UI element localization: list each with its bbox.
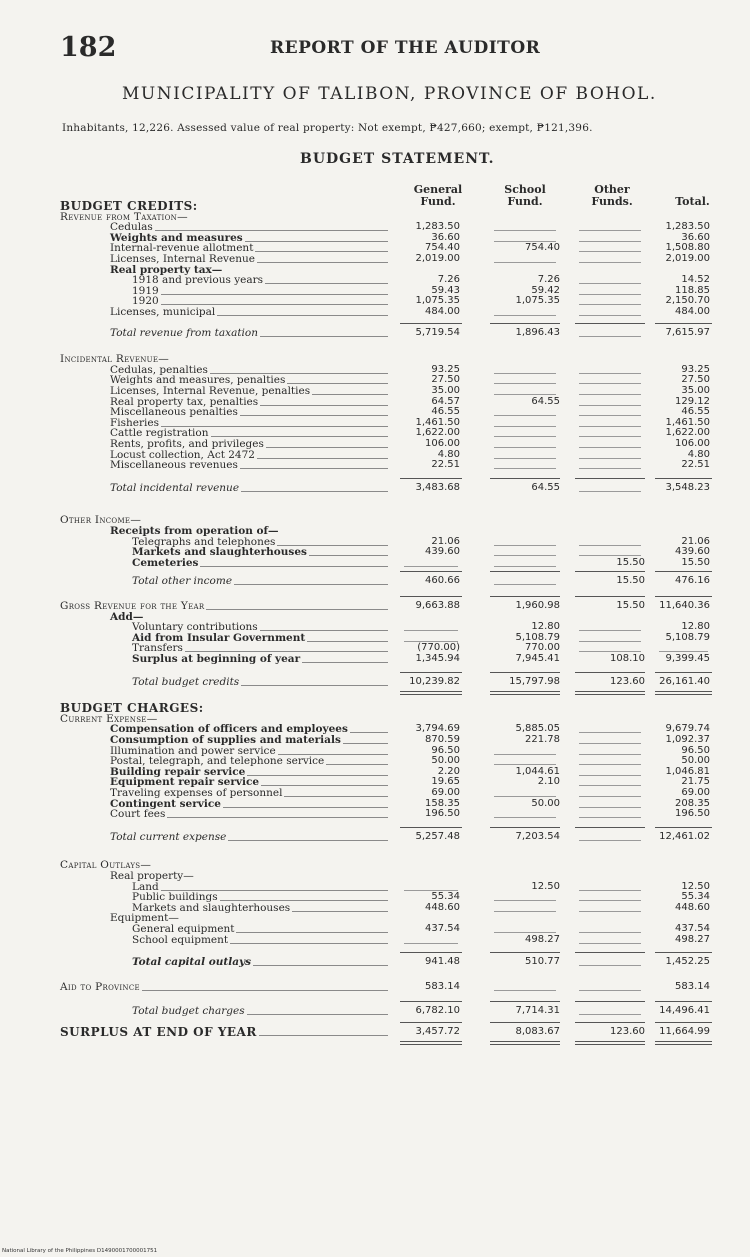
amount-cell: 4.80 [437, 448, 460, 460]
row-label: Miscellaneous penalties [110, 406, 238, 419]
total-rule [400, 323, 462, 324]
amount-cell: 4.80 [687, 448, 710, 460]
municipality-title: MUNICIPALITY OF TALIBON, PROVINCE OF BOHOL. [122, 84, 657, 104]
amount-cell: 510.77 [525, 956, 560, 968]
table-row [0, 575, 750, 587]
amount-cell: 1,461.50 [665, 416, 710, 428]
amount-cell: 15.50 [616, 556, 645, 568]
empty-cell-line [579, 491, 641, 492]
row-label: Receipts from operation of— [110, 525, 279, 537]
row-label: Real property tax, penalties [110, 395, 259, 408]
amount-cell: 3,794.69 [415, 723, 460, 735]
amount-cell: 5,108.79 [665, 631, 710, 643]
amount-cell: 9,679.74 [665, 723, 710, 735]
total-rule [655, 827, 712, 828]
empty-cell-line [404, 943, 458, 944]
row-label: Total capital outlays [132, 956, 252, 969]
amount-cell: 12.80 [681, 621, 710, 633]
row-label: Fisheries [110, 416, 159, 429]
amount-cell: 484.00 [675, 306, 710, 317]
empty-cell-line [404, 566, 458, 567]
amount-cell: 12.80 [531, 621, 560, 633]
total-rule [400, 1001, 462, 1002]
amount-cell: 7,203.54 [515, 830, 560, 842]
row-label: Voluntary contributions [132, 621, 258, 634]
total-rule [655, 571, 712, 572]
amount-cell: 12.50 [681, 880, 710, 892]
amount-cell: 2,150.70 [665, 295, 710, 307]
amount-cell: 7,615.97 [665, 326, 710, 338]
row-label: Surplus at beginning of year [132, 653, 301, 665]
row-label: Total other income [132, 575, 233, 588]
leader-line [253, 965, 388, 966]
row-label: Total revenue from taxation [110, 326, 258, 339]
empty-cell-line [579, 990, 641, 991]
leader-line [228, 840, 388, 841]
table-row [0, 934, 750, 946]
total-rule [490, 1022, 560, 1023]
row-label: Contingent service [110, 797, 221, 810]
total-rule [400, 478, 462, 479]
double-rule [575, 691, 645, 695]
amount-cell: 50.00 [531, 797, 560, 809]
amount-cell: 1,508.80 [665, 242, 710, 254]
amount-cell: 870.59 [425, 734, 460, 745]
amount-cell: 36.60 [681, 231, 710, 243]
row-label: Transfers [132, 642, 183, 655]
amount-cell: 1,283.50 [415, 221, 460, 233]
leader-line [302, 662, 388, 663]
leader-line [142, 990, 388, 991]
empty-cell-line [494, 817, 556, 818]
row-label: Public buildings [132, 891, 218, 904]
col-head-other-funds: Other Funds. [591, 183, 633, 208]
amount-cell: 7.26 [437, 274, 460, 286]
empty-cell-line [494, 468, 556, 469]
row-label: Markets and slaughterhouses [132, 901, 291, 914]
amount-cell: 3,457.72 [415, 1026, 460, 1037]
amount-cell: 36.60 [431, 231, 460, 243]
amount-cell: 55.34 [681, 891, 710, 903]
amount-cell: 754.40 [425, 242, 460, 254]
running-head: REPORT OF THE AUDITOR [270, 38, 541, 58]
total-rule [575, 1001, 645, 1002]
row-label: 1919 [132, 284, 159, 297]
row-label: Equipment— [110, 912, 179, 925]
amount-cell: 7,945.41 [515, 653, 560, 664]
row-label: Licenses, Internal Revenue [110, 253, 255, 265]
amount-cell: 583.14 [425, 980, 460, 992]
row-label: Cedulas [110, 221, 153, 234]
col-head-total: Total. [675, 195, 710, 208]
amount-cell: 1,283.50 [665, 221, 710, 233]
empty-cell-line [579, 943, 641, 944]
amount-cell: 69.00 [431, 787, 460, 798]
amount-cell: 221.78 [525, 734, 560, 745]
double-rule [400, 691, 462, 695]
amount-cell: 158.35 [425, 797, 460, 809]
amount-cell: 498.27 [525, 933, 560, 945]
amount-cell: 50.00 [431, 755, 460, 767]
amount-cell: 93.25 [681, 363, 710, 375]
double-rule [490, 1041, 560, 1045]
amount-cell: 55.34 [431, 891, 460, 903]
amount-cell: 437.54 [425, 923, 460, 934]
amount-cell: 21.06 [681, 535, 710, 547]
total-rule [490, 478, 560, 479]
row-label: General equipment [132, 923, 235, 935]
total-rule [400, 672, 462, 673]
row-label: 1920 [132, 295, 159, 308]
amount-cell: 9,663.88 [415, 600, 460, 611]
row-label: Gross Revenue for the Year [60, 600, 205, 612]
row-label: Cedulas, penalties [110, 363, 208, 376]
amount-cell: 448.60 [675, 901, 710, 913]
amount-cell: 583.14 [675, 980, 710, 992]
row-label: Miscellaneous revenues [110, 459, 238, 472]
amount-cell: 10,239.82 [409, 675, 460, 687]
empty-cell-line [579, 468, 641, 469]
double-rule [490, 691, 560, 695]
amount-cell: 15.50 [616, 600, 645, 611]
row-label: Weights and measures, penalties [110, 374, 286, 387]
amount-cell: 46.55 [431, 406, 460, 418]
row-label: Compensation of officers and employees [110, 723, 348, 736]
total-rule [400, 596, 462, 597]
amount-cell: 123.60 [610, 1026, 645, 1037]
row-label: Illumination and power service [110, 744, 276, 757]
amount-cell: 64.55 [531, 481, 560, 493]
amount-cell: 11,664.99 [659, 1026, 710, 1037]
total-rule [400, 571, 462, 572]
row-label: Current Expense— [60, 712, 158, 725]
amount-cell: 50.00 [681, 755, 710, 767]
amount-cell: 5,885.05 [515, 723, 560, 735]
amount-cell: 437.54 [675, 923, 710, 934]
leader-line [167, 817, 388, 818]
table-row [0, 676, 750, 688]
amount-cell: 11,640.36 [659, 600, 710, 611]
empty-cell-line [579, 840, 641, 841]
table-row [0, 831, 750, 843]
row-label: Total incidental revenue [110, 481, 240, 494]
amount-cell: 1,622.00 [665, 427, 710, 439]
total-rule [575, 672, 645, 673]
row-label: Licenses, Internal Revenue, penalties [110, 385, 311, 397]
amount-cell: 6,782.10 [415, 1005, 460, 1017]
amount-cell: 118.85 [675, 284, 710, 296]
amount-cell: 14,496.41 [659, 1005, 710, 1017]
table-row [0, 653, 750, 665]
amount-cell: 1,046.81 [665, 765, 710, 777]
amount-cell: 476.16 [675, 575, 710, 587]
amount-cell: 19.65 [431, 776, 460, 788]
amount-cell: 21.06 [431, 535, 460, 547]
row-label: Building repair service [110, 765, 246, 778]
row-label: Real property— [110, 870, 194, 882]
leader-line [247, 1014, 388, 1015]
amount-cell: 35.00 [681, 385, 710, 396]
table-row [0, 981, 750, 993]
empty-cell-line [494, 566, 556, 567]
empty-cell-line [494, 315, 556, 316]
col-head-general-fund: General Fund. [413, 183, 463, 208]
budget-statement-title: BUDGET STATEMENT. [300, 151, 495, 167]
amount-cell: 64.55 [531, 395, 560, 407]
total-rule [655, 323, 712, 324]
amount-cell: 59.43 [431, 284, 460, 296]
total-rule [575, 952, 645, 953]
amount-cell: 1,075.35 [515, 295, 560, 307]
amount-cell: 1,092.37 [665, 734, 710, 745]
amount-cell: 439.60 [425, 546, 460, 558]
row-label: Markets and slaughterhouses [132, 546, 307, 559]
amount-cell: 3,483.68 [415, 481, 460, 493]
amount-cell: 93.25 [431, 363, 460, 375]
row-label: Internal-revenue allotment [110, 242, 254, 255]
empty-cell-line [579, 965, 641, 966]
total-rule [400, 952, 462, 953]
table-row [0, 459, 750, 471]
amount-cell: 941.48 [425, 956, 460, 968]
amount-cell: 59.42 [531, 284, 560, 296]
total-rule [655, 952, 712, 953]
row-label: Postal, telegraph, and telephone service [110, 755, 325, 768]
amount-cell: 196.50 [425, 808, 460, 820]
inhabitants-line: Inhabitants, 12,226. Assessed value of real property: Not exempt, ₱427,660; exempt, ₱121,396. [62, 122, 593, 134]
row-label: Incidental Revenue— [60, 353, 170, 366]
amount-cell: 129.12 [675, 395, 710, 407]
amount-cell: 1,896.43 [515, 326, 560, 338]
row-label: Total budget credits [132, 675, 240, 688]
amount-cell: 2.20 [437, 765, 460, 777]
row-label: BUDGET CREDITS: [60, 199, 198, 213]
amount-cell: 1,044.61 [515, 765, 560, 777]
amount-cell: 1,075.35 [415, 295, 460, 307]
amount-cell: 69.00 [681, 787, 710, 798]
amount-cell: 2.10 [537, 776, 560, 788]
leader-line [217, 315, 388, 316]
total-rule [490, 672, 560, 673]
amount-cell: 21.75 [681, 776, 710, 788]
table-row [0, 482, 750, 494]
total-rule [400, 1022, 462, 1023]
double-rule [575, 1041, 645, 1045]
table-row [0, 1026, 750, 1038]
amount-cell: 27.50 [681, 374, 710, 386]
row-label: Cemeteries [132, 556, 199, 569]
amount-cell: 208.35 [675, 797, 710, 809]
total-rule [575, 478, 645, 479]
amount-cell: 8,083.67 [515, 1026, 560, 1037]
row-label: Total budget charges [132, 1005, 245, 1018]
total-rule [655, 1022, 712, 1023]
total-rule [575, 596, 645, 597]
row-label: Add— [110, 610, 144, 623]
amount-cell: 7.26 [537, 274, 560, 286]
empty-cell-line [579, 315, 641, 316]
total-rule [490, 323, 560, 324]
amount-cell: (770.00) [417, 642, 460, 654]
empty-cell-line [579, 1014, 641, 1015]
amount-cell: 196.50 [675, 808, 710, 820]
row-label: Real property tax— [110, 263, 223, 276]
amount-cell: 3,548.23 [665, 481, 710, 493]
row-label: Telegraphs and telephones [132, 535, 276, 548]
row-label: SURPLUS AT END OF YEAR [60, 1025, 257, 1039]
row-label: Equipment repair service [110, 776, 260, 789]
amount-cell: 14.52 [681, 274, 710, 286]
archive-footer: National Library of the Philippines D1490001700001751 [2, 1248, 158, 1254]
row-label: Traveling expenses of personnel [110, 787, 283, 799]
amount-cell: 1,345.94 [415, 653, 460, 664]
double-rule [400, 1041, 462, 1045]
empty-cell-line [579, 817, 641, 818]
row-label: School equipment [132, 933, 229, 946]
amount-cell: 27.50 [431, 374, 460, 386]
amount-cell: 15.50 [681, 556, 710, 568]
row-label: Consumption of supplies and materials [110, 734, 341, 746]
amount-cell: 26,161.40 [659, 675, 710, 687]
amount-cell: 770.00 [525, 642, 560, 654]
amount-cell: 123.60 [610, 675, 645, 687]
amount-cell: 1,622.00 [415, 427, 460, 439]
amount-cell: 22.51 [431, 459, 460, 471]
row-label: Locust collection, Act 2472 [110, 448, 255, 461]
table-row [0, 808, 750, 820]
double-rule [655, 1041, 712, 1045]
amount-cell: 12,461.02 [659, 830, 710, 842]
page-number: 182 [60, 32, 117, 63]
amount-cell: 460.66 [425, 575, 460, 587]
leader-line [234, 584, 388, 585]
total-rule [655, 672, 712, 673]
empty-cell-line [494, 584, 556, 585]
amount-cell: 15.50 [616, 575, 645, 587]
total-rule [575, 827, 645, 828]
table-row [0, 557, 750, 569]
total-rule [655, 478, 712, 479]
row-label: Court fees [110, 808, 166, 821]
amount-cell: 5,719.54 [415, 326, 460, 338]
amount-cell: 439.60 [675, 546, 710, 558]
total-rule [655, 1001, 712, 1002]
row-label: Land [132, 880, 159, 893]
row-label: 1918 and previous years [132, 274, 264, 287]
amount-cell: 96.50 [431, 744, 460, 756]
row-label: Rents, profits, and privileges [110, 438, 264, 450]
amount-cell: 106.00 [675, 438, 710, 449]
total-rule [655, 596, 712, 597]
amount-cell: 1,461.50 [415, 416, 460, 428]
row-label: BUDGET CHARGES: [60, 701, 204, 716]
table-row [0, 327, 750, 339]
empty-cell-line [494, 990, 556, 991]
total-rule [490, 571, 560, 572]
row-label: Aid to Province [60, 980, 140, 993]
leader-line [200, 566, 388, 567]
amount-cell: 96.50 [681, 744, 710, 756]
amount-cell: 484.00 [425, 306, 460, 317]
amount-cell: 108.10 [610, 653, 645, 664]
leader-line [259, 1035, 388, 1036]
leader-line [230, 943, 388, 944]
row-label: Other Income— [60, 514, 142, 527]
table-row [0, 956, 750, 968]
total-rule [575, 323, 645, 324]
amount-cell: 46.55 [681, 406, 710, 418]
total-rule [490, 1001, 560, 1002]
amount-cell: 35.00 [431, 385, 460, 396]
amount-cell: 498.27 [675, 933, 710, 945]
leader-line [260, 336, 388, 337]
total-rule [490, 596, 560, 597]
amount-cell: 64.57 [431, 395, 460, 407]
row-label: Total current expense [110, 830, 227, 843]
amount-cell: 7,714.31 [515, 1005, 560, 1017]
table-row [0, 306, 750, 318]
amount-cell: 15,797.98 [509, 675, 560, 687]
amount-cell: 1,960.98 [515, 600, 560, 611]
row-label: Licenses, municipal [110, 306, 216, 318]
col-head-school-fund: School Fund. [504, 183, 546, 208]
row-label: Cattle registration [110, 427, 209, 440]
row-label: Revenue from Taxation— [60, 210, 188, 223]
amount-cell: 2,019.00 [665, 253, 710, 264]
leader-line [241, 491, 388, 492]
row-label: Weights and measures [110, 231, 243, 244]
total-rule [490, 827, 560, 828]
amount-cell: 22.51 [681, 459, 710, 471]
amount-cell: 5,257.48 [415, 830, 460, 842]
total-rule [490, 952, 560, 953]
table-row [0, 1005, 750, 1017]
amount-cell: 12.50 [531, 880, 560, 892]
amount-cell: 1,452.25 [665, 956, 710, 968]
empty-cell-line [579, 336, 641, 337]
total-rule [400, 827, 462, 828]
leader-line [240, 468, 388, 469]
row-label: Capital Outlays— [60, 859, 152, 872]
amount-cell: 754.40 [525, 242, 560, 254]
double-rule [655, 691, 712, 695]
amount-cell: 5,108.79 [515, 631, 560, 643]
row-label: Aid from Insular Government [132, 631, 306, 644]
amount-cell: 9,399.45 [665, 653, 710, 664]
amount-cell: 106.00 [425, 438, 460, 449]
amount-cell: 2,019.00 [415, 253, 460, 264]
amount-cell: 448.60 [425, 901, 460, 913]
leader-line [241, 685, 388, 686]
total-rule [575, 571, 645, 572]
total-rule [575, 1022, 645, 1023]
